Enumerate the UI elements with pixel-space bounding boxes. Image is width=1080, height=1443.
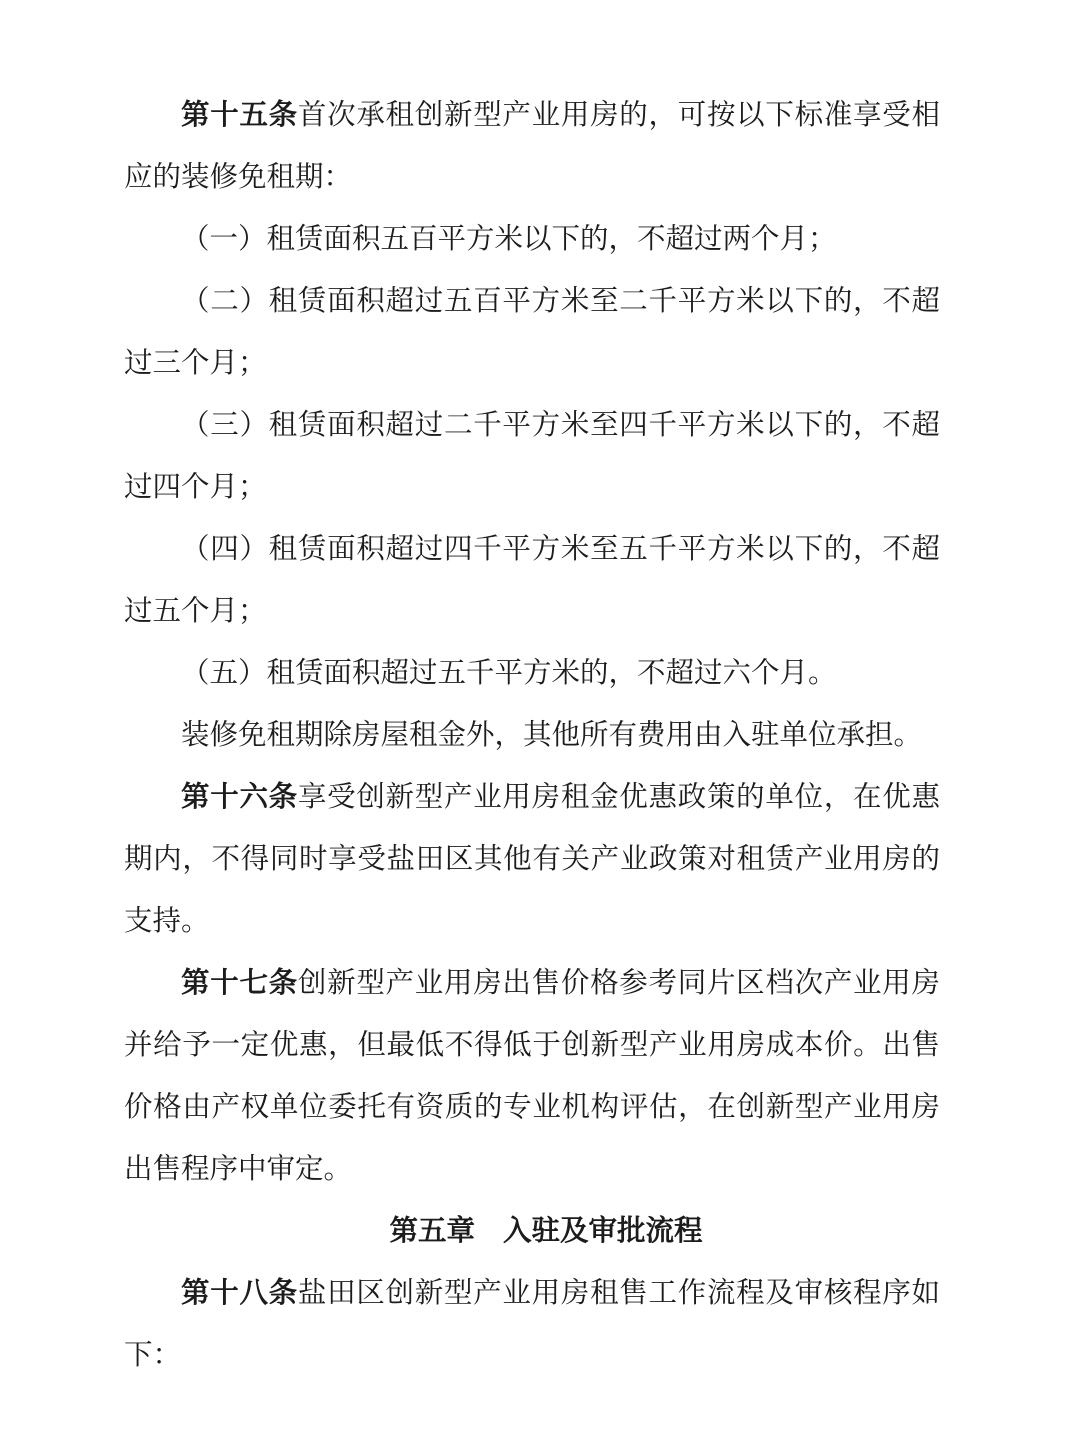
chapter-heading — [124, 1200, 940, 1262]
article-18 — [124, 1262, 940, 1386]
article-15-text: 首次承租创新型产业用房的，可按以下标准享受相应的装修免租期： — [124, 98, 940, 193]
article-16 — [124, 766, 940, 952]
article-16-heading: 第十六条 — [181, 780, 298, 813]
article-15-note: 装修免租期除房屋租金外，其他所有费用由入驻单位承担。 — [181, 718, 923, 751]
article-18-text: 盐田区创新型产业用房租售工作流程及审核程序如下： — [124, 1276, 940, 1371]
article-15-item-3: （三）租赁面积超过二千平方米至四千平方米以下的，不超过四个月； — [124, 408, 940, 503]
article-18-heading: 第十八条 — [181, 1276, 298, 1309]
article-15-item-1: （一）租赁面积五百平方米以下的，不超过两个月； — [181, 222, 837, 255]
article-15-heading: 第十五条 — [181, 98, 298, 131]
article-15-item-4: （四）租赁面积超过四千平方米至五千平方米以下的，不超过五个月； — [124, 532, 940, 627]
article-17-heading: 第十七条 — [181, 966, 298, 999]
article-17-text: 创新型产业用房出售价格参考同片区档次产业用房并给予一定优惠，但最低不得低于创新型产业用房成本价。出售价格由产权单位委托有资质的专业机构评估，在创新型产业用房出售程序中审定。 — [124, 966, 940, 1185]
article-15-item-2: （二）租赁面积超过五百平方米至二千平方米以下的，不超过三个月； — [124, 284, 940, 379]
article-15 — [124, 84, 940, 208]
article-15-item-5: （五）租赁面积超过五千平方米的，不超过六个月。 — [181, 656, 837, 689]
chapter-number: 第五章 — [389, 1214, 475, 1247]
article-17 — [124, 952, 940, 1200]
chapter-title: 入驻及审批流程 — [503, 1214, 703, 1247]
article-16-text: 享受创新型产业用房租金优惠政策的单位，在优惠期内，不得同时享受盐田区其他有关产业政策对租赁产业用房的支持。 — [124, 780, 940, 937]
document-page — [124, 84, 940, 1386]
